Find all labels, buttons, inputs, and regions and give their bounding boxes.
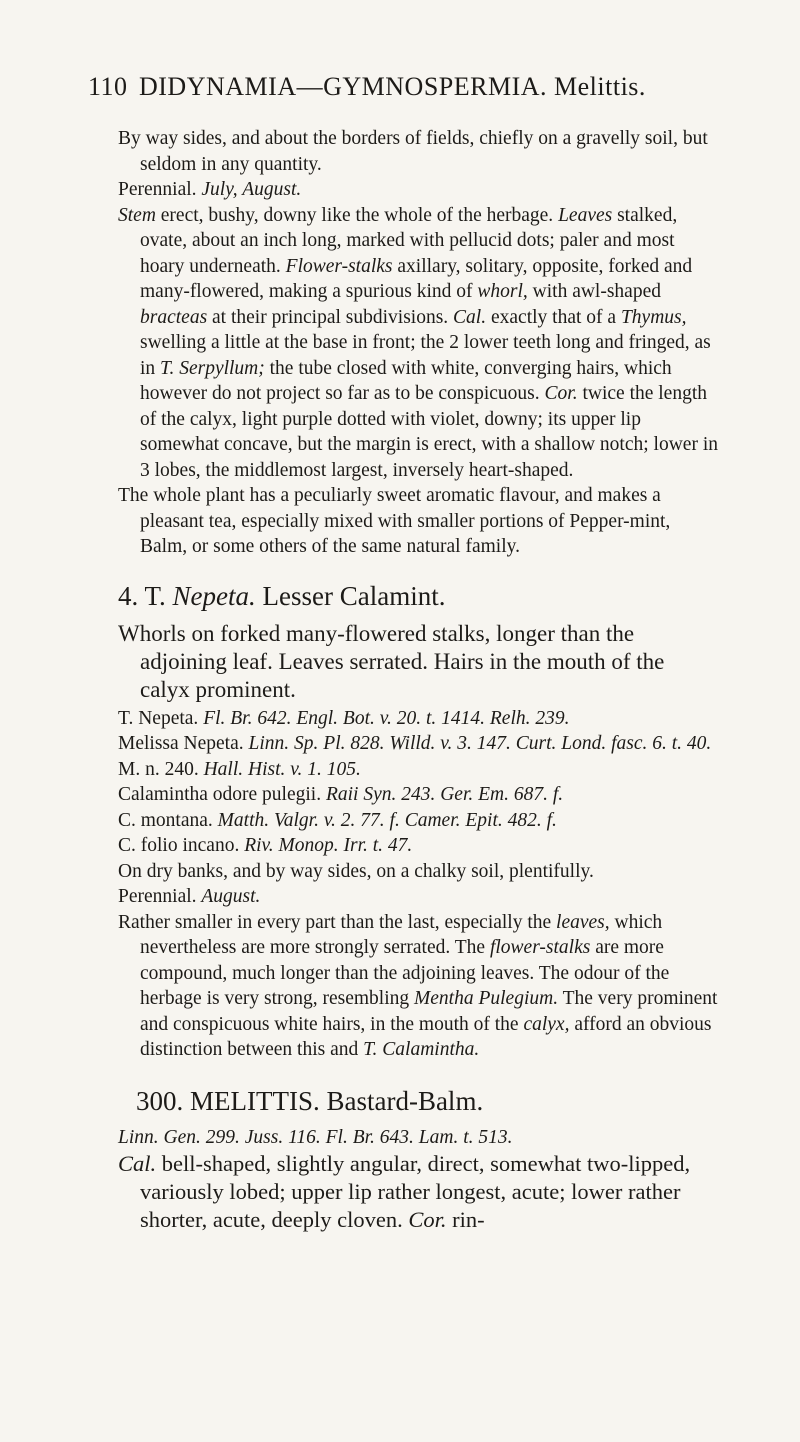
aroma-paragraph: The whole plant has a peculiarly sweet aromatic flavour, and makes a pleasant tea, especially mixed with smaller portions of Pepper-mint, Balm, or some others of the same natural family. xyxy=(118,485,671,557)
header-title: DIDYNAMIA—GYMNOSPERMIA. Melittis. xyxy=(139,72,646,101)
flowering-line: Perennial. August. xyxy=(118,886,261,907)
page-body xyxy=(118,126,718,1234)
description-paragraph: Rather smaller in every part than the last, especially the leaves, which nevertheless are more strongly serrated. The flower-stalks are more compound, much longer than the adjoining leaves. The odour of the herbage is very strong, resembling Mentha Pulegium. The very prominent and conspicuous white hairs, in the mouth of the calyx, afford an obvious distinction between this and T. Calamintha. xyxy=(118,911,718,1060)
habitat-text: By way sides, and about the borders of fields, chiefly on a gravelly soil, but seldom in any quantity. xyxy=(118,128,708,175)
description-paragraph: Stem erect, bushy, downy like the whole of the herbage. Leaves stalked, ovate, about an inch long, marked with pellucid dots; paler and most hoary underneath. Flower-stalks axillary, solitary, opposite, forked and many-flowered, making a spurious kind of whorl, with awl-shaped bracteas at their principal subdivisions. Cal. exactly that of a Thymus, swelling a little at the base in front; the 2 lower teeth long and fringed, as in T. Serpyllum; the tube closed with white, converging hairs, which however do not project so far as to be conspicuous. Cor. twice the length of the calyx, light purple dotted with violet, downy; its upper lip somewhat concave, but the margin is erect, with a shallow notch; lower in 3 lobes, the middlemost largest, inversely heart-shaped. xyxy=(118,204,718,481)
species-heading: 4. T. Nepeta. Lesser Calamint. xyxy=(118,580,446,611)
species-diagnosis: Whorls on forked many-flowered stalks, longer than the adjoining leaf. Leaves serrated. Hairs in the mouth of the calyx prominent. xyxy=(118,620,665,702)
synonym-line: M. n. 240. Hall. Hist. v. 1. 105. xyxy=(118,758,361,780)
synonym-line: Melissa Nepeta. Linn. Sp. Pl. 828. Willd. v. 3. 147. Curt. Lond. fasc. 6. t. 40. xyxy=(118,733,712,754)
synonym-line: Calamintha odore pulegii. Raii Syn. 243. Ger. Em. 687. f. xyxy=(118,784,564,805)
page-number: 110 xyxy=(88,72,128,101)
synonym-line: T. Nepeta. Fl. Br. 642. Engl. Bot. v. 20. t. 1414. Relh. 239. xyxy=(118,707,570,729)
synonym-line: C. montana. Matth. Valgr. v. 2. 77. f. Camer. Epit. 482. f. xyxy=(118,809,557,831)
synonym-line: C. folio incano. Riv. Monop. Irr. t. 47. xyxy=(118,835,413,856)
flowering-line: Perennial. July, August. xyxy=(118,179,302,200)
genus-references: Linn. Gen. 299. Juss. 116. Fl. Br. 643. Lam. t. 513. xyxy=(118,1126,513,1148)
genus-description: Cal. bell-shaped, slightly angular, direct, somewhat two-lipped, variously lobed; upper lip rather longest, acute; lower rather shorter, acute, deeply cloven. Cor. rin- xyxy=(118,1151,691,1232)
running-header xyxy=(88,72,710,102)
habitat-text: On dry banks, and by way sides, on a chalky soil, plentifully. xyxy=(118,860,594,882)
genus-heading: 300. MELITTIS. Bastard-Balm. xyxy=(136,1085,484,1116)
